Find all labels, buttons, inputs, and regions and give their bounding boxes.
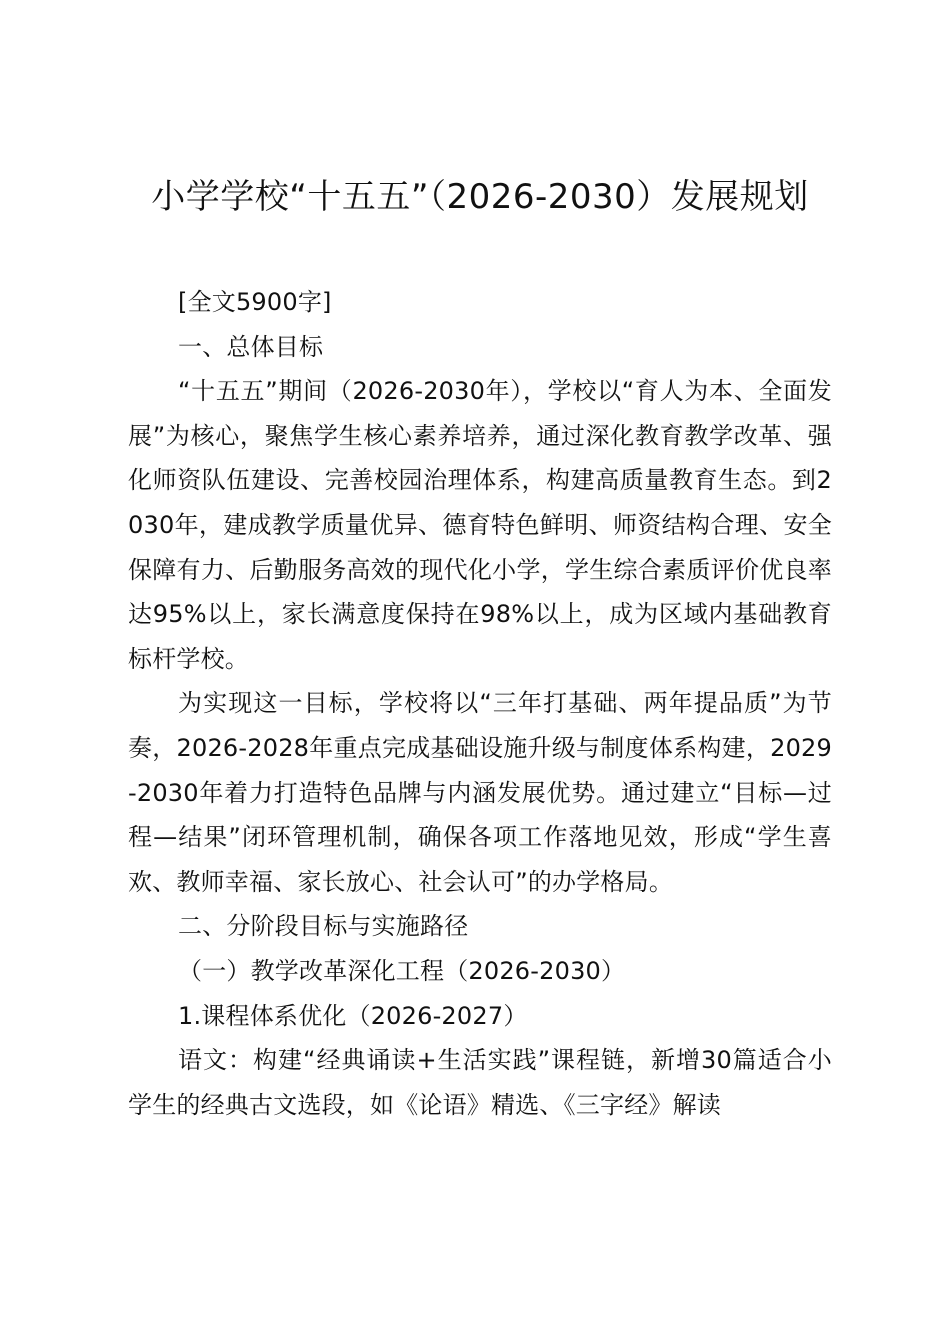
body-paragraph: “十五五”期间（2026-2030年），学校以“育人为本、全面发展”为核心，聚焦学生核心素养培养，通过深化教育教学改革、强化师资队伍建设、完善校园治理体系，构建高质量教育生态。到2030年，建成教学质量优异、德育特色鲜明、师资结构合理、安全保障有力、后勤服务高效的现代化小学，学生综合素质评价优良率达95%以上，家长满意度保持在98%以上，成为区域内基础教育标杆学校。 bbox=[128, 377, 832, 673]
body-paragraph: 为实现这一目标，学校将以“三年打基础、两年提品质”为节奏，2026-2028年重点完成基础设施升级与制度体系构建，2029-2030年着力打造特色品牌与内涵发展优势。通过建立“目标—过程—结果”闭环管理机制，确保各项工作落地见效，形成“学生喜欢、教师幸福、家长放心、社会认可”的办学格局。 bbox=[128, 689, 832, 896]
word-count-note: [全文5900字] bbox=[178, 288, 332, 316]
document-body bbox=[128, 280, 832, 1127]
subsection-heading-curriculum: 1.课程体系优化（2026-2027） bbox=[178, 1001, 528, 1030]
section-heading-overall-goal: 一、总体目标 bbox=[178, 332, 324, 361]
section-heading-stage-goals: 二、分阶段目标与实施路径 bbox=[178, 912, 469, 941]
body-paragraph: 语文：构建“经典诵读+生活实践”课程链，新增30篇适合小学生的经典古文选段，如《论语》精选、《三字经》解读 bbox=[128, 1046, 832, 1119]
document-title: 小学学校“十五五”（2026-2030）发展规划 bbox=[151, 177, 809, 217]
subsection-heading-teaching-reform: （一）教学改革深化工程（2026-2030） bbox=[178, 956, 626, 985]
